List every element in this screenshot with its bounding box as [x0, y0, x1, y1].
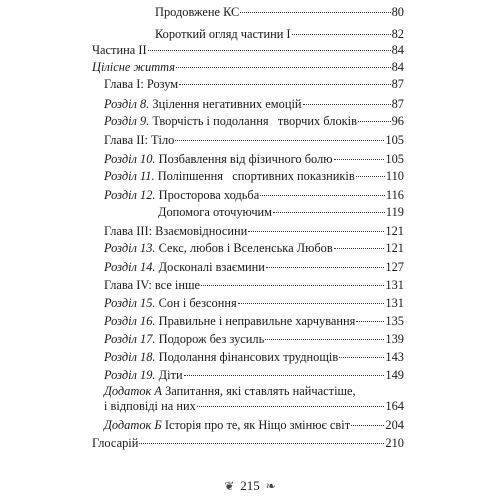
dot-leader — [176, 67, 391, 68]
toc-entry — [104, 384, 404, 398]
toc-entry — [104, 278, 404, 292]
dot-leader — [358, 121, 391, 122]
toc-entry-title: Додаток Б Історія про те, як Ніщо змінює світ — [104, 418, 351, 432]
toc-entry-title: Розділ 10. Позбавлення від фізичного болю — [104, 152, 333, 166]
toc-entry-page: 131 — [385, 278, 404, 292]
toc-entry — [104, 368, 404, 382]
toc-entry — [104, 296, 404, 310]
dot-leader — [201, 285, 384, 286]
dot-leader — [334, 159, 385, 160]
dot-leader — [238, 303, 385, 304]
toc-entry-page: 135 — [385, 314, 404, 328]
toc-entry-page: 119 — [385, 205, 404, 219]
dot-leader — [356, 321, 384, 322]
toc-entry-page: 105 — [385, 133, 404, 147]
dot-leader — [240, 12, 390, 13]
toc-entry — [104, 97, 404, 111]
toc-entry-title: Цілісне життя — [92, 60, 176, 74]
toc-entry — [155, 27, 404, 41]
toc-entry — [158, 205, 404, 219]
toc-entry-title: Допомога оточуючим — [158, 205, 273, 219]
toc-entry-page: 149 — [385, 368, 404, 382]
toc-entry-title: Розділ 14. Досконалі взаємини — [104, 260, 265, 274]
toc-entry-page: 164 — [385, 399, 404, 413]
toc-entry-page: 84 — [391, 43, 404, 57]
toc-entry-title: Додаток А Запитання, які ставлять найчастіше, — [104, 384, 356, 398]
toc-entry — [104, 169, 404, 183]
dot-leader — [273, 212, 385, 213]
toc-entry — [92, 60, 404, 74]
toc-entry — [104, 241, 404, 255]
toc-entry-title: Глава І: Розум — [104, 77, 179, 91]
toc-entry-page: 116 — [385, 188, 404, 202]
toc-entry-page: 84 — [391, 60, 404, 74]
dot-leader — [184, 375, 385, 376]
page-footer — [0, 476, 500, 496]
toc-entry-title: Розділ 19. Діти — [104, 368, 183, 382]
toc-entry — [104, 314, 404, 328]
toc-entry-title: Розділ 13. Секс, любов і Вселенська Любов — [104, 241, 333, 255]
dot-leader — [265, 339, 384, 340]
toc-entry-page: 82 — [391, 27, 404, 41]
toc-entry-title: Глава ІІІ: Взаємовідносини — [104, 224, 248, 238]
dot-leader — [334, 248, 385, 249]
toc-entry-title: і відповіді на них — [104, 399, 196, 413]
toc-entry — [104, 188, 404, 202]
toc-entry-page: 143 — [385, 350, 404, 364]
toc-entry-page: 121 — [385, 224, 404, 238]
toc-entry — [104, 77, 404, 91]
toc-entry-page: 127 — [385, 260, 404, 274]
toc-entry-title: Продовжене КС — [155, 5, 240, 19]
toc-entry-title: Розділ 11. Поліпшення спортивних показників — [104, 169, 355, 183]
dot-leader — [179, 84, 390, 85]
toc-entry-title: Розділ 18. Подолання фінансових труднощів — [104, 350, 339, 364]
toc-entry — [92, 436, 404, 450]
toc-entry — [104, 418, 404, 432]
dot-leader — [356, 176, 385, 177]
dot-leader — [148, 50, 391, 51]
dot-leader — [266, 267, 384, 268]
dot-leader — [303, 104, 391, 105]
toc-entry — [104, 350, 404, 364]
dot-leader — [260, 195, 385, 196]
toc-entry-page: 96 — [391, 114, 404, 128]
toc-entry-title: Розділ 17. Подорож без зусиль — [104, 332, 265, 346]
toc-entry-continuation — [104, 399, 404, 413]
dot-leader — [339, 357, 384, 358]
toc-entry — [104, 260, 404, 274]
toc-entry-page: 87 — [391, 77, 404, 91]
dot-leader — [351, 425, 384, 426]
ornament-left-icon: ❦ — [224, 478, 235, 493]
toc-entry — [155, 5, 404, 19]
toc-entry-title: Частина ІІ — [92, 43, 147, 57]
toc-entry — [104, 152, 404, 166]
toc-entry-title: Короткий огляд частини І — [155, 27, 291, 41]
toc-entry-title: Розділ 15. Сон і безсоння — [104, 296, 237, 310]
toc-entry-page: 105 — [385, 152, 404, 166]
toc-entry-page: 210 — [385, 436, 404, 450]
toc-entry-title: Розділ 12. Просторова ходьба — [104, 188, 260, 202]
toc-entry — [104, 332, 404, 346]
toc-entry-title: Глава IV: все інше — [104, 278, 201, 292]
toc-entry-page: 80 — [391, 5, 404, 19]
toc-entry — [104, 114, 404, 128]
toc-entry-page: 87 — [391, 97, 404, 111]
toc-entry-title: Розділ 8. Зцілення негативних емоцій — [104, 97, 302, 111]
toc-entry-title: Глава ІІ: Тіло — [104, 133, 175, 147]
dot-leader — [292, 34, 391, 35]
toc-entry-page: 131 — [385, 296, 404, 310]
dot-leader — [175, 140, 384, 141]
toc-entry-page: 139 — [385, 332, 404, 346]
toc-entry-page: 110 — [385, 169, 404, 183]
dot-leader — [139, 443, 384, 444]
toc-entry — [104, 133, 404, 147]
toc-entry-page: 204 — [385, 418, 404, 432]
dot-leader — [248, 231, 384, 232]
toc-entry-title: Глосарій — [92, 436, 139, 450]
toc-entry-page: 121 — [385, 241, 404, 255]
toc-entry-title: Розділ 16. Правильне і неправильне харчування — [104, 314, 356, 328]
toc-entry — [92, 43, 404, 57]
toc-entry-title: Розділ 9. Творчість і подолання творчих блоків — [104, 114, 357, 128]
dot-leader — [197, 406, 385, 407]
ornament-right-icon: ❧ — [265, 478, 276, 493]
toc-entry — [104, 224, 404, 238]
page-number: 215 — [240, 478, 260, 493]
